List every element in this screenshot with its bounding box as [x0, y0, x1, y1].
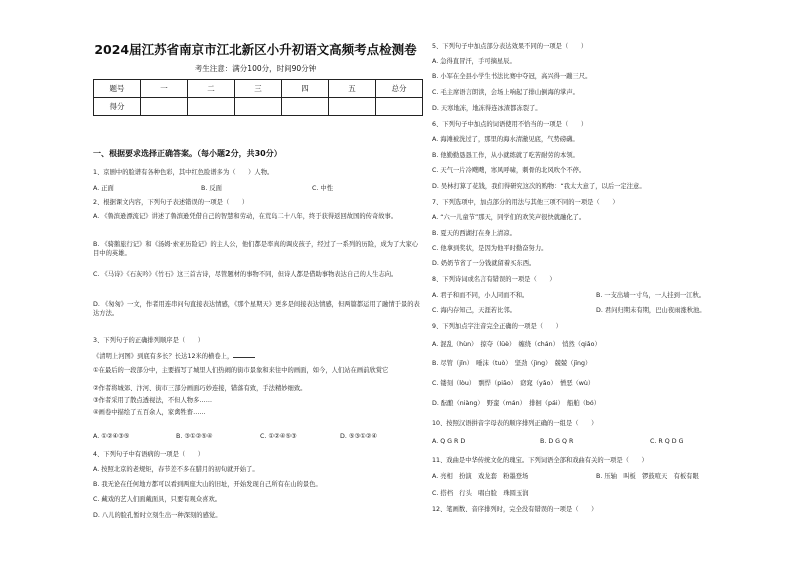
score-table-header-row — [94, 80, 423, 98]
score-input-cell[interactable] — [141, 98, 188, 116]
option-d: D. 天寒地冻，地冻得连冰渣都冻裂了。 — [432, 105, 542, 112]
answer-blank[interactable] — [233, 351, 255, 358]
option-b: B. ③①②⑤④ — [176, 433, 213, 440]
score-cell: 五 — [329, 80, 376, 98]
option-c: C. 毛主席语言朗读，会场上响起了排山倒海的掌声。 — [432, 89, 579, 96]
option-a: A. ①②④③⑤ — [93, 433, 130, 440]
option-a: A. 混乱（hùn） 掠夺（lüè） 缠绕（chán） 悄然（qiǎo） — [432, 341, 601, 348]
score-input-cell[interactable] — [282, 98, 329, 116]
question-1: 1、京剧中的脸谱有各种色彩，其中红色脸谱多为（ ）人物。 — [93, 169, 274, 176]
option-a: A. “六一儿童节”那天，同学们的欢笑声很快就融化了。 — [432, 214, 586, 221]
option-c: C. 搭档 行头 唱白脸 珠圆玉润 — [432, 490, 529, 497]
option-c: C. R Q D G — [650, 438, 684, 445]
option-d: D. 八儿的脸孔暂时立刻生出一种深刻的感觉。 — [93, 512, 222, 519]
option-b: B. 他勤勤恳恳工作，从小就练就了吃苦耐劳的本领。 — [432, 152, 579, 159]
option-c: C. 藏戏的艺人们面戴面具，只要有观众喜欢。 — [93, 496, 222, 503]
score-cell: 四 — [282, 80, 329, 98]
score-cell: 二 — [188, 80, 235, 98]
option-a: A. 急得直冒汗，手可摘星辰。 — [432, 58, 516, 65]
question-3: 3、下列句子的正确排列顺序是（ ） — [93, 337, 205, 344]
option-b: B. 我无论在任何地方都可以看到两座大山的旧址，开始发现自己所有在山的景色。 — [93, 481, 322, 488]
option-d: D. 君问归期未有期，巴山夜雨涨秋池。 — [596, 307, 706, 314]
section-heading: 一、根据要求选择正确答案。（每小题2分，共30分） — [93, 149, 282, 158]
question-11: 11、戏曲是中华传统文化的瑰宝。下列词语全部和戏曲有关的一项是（ ） — [432, 457, 648, 464]
option-a: A. 君子和而不同，小人同而不和。 — [432, 292, 529, 299]
question-5: 5、下列句子中加点部分表达效果不同的一项是（ ） — [432, 43, 588, 50]
option-c: C. 中性 — [312, 185, 333, 192]
option-a: A. 正面 — [93, 185, 114, 192]
score-input-cell[interactable] — [188, 98, 235, 116]
question-6: 6、下列句子中加点的词语使用不恰当的一项是（ ） — [432, 121, 588, 128]
question-8: 8、下列诗词或名言有错误的一项是（ ） — [432, 276, 556, 283]
question-12: 12、笔画数、音序排列时，完全没有错误的一项是（ ） — [432, 506, 598, 513]
option-b: B. 反面 — [201, 185, 222, 192]
option-d: D. 酝酿（niàng） 野蛮（mán） 排徊（pái） 船舶（bó） — [432, 400, 601, 407]
score-table-score-row — [94, 98, 423, 116]
question-3-stem: 《清明上河图》到底有多长？长达12米的横卷上， — [93, 351, 255, 361]
sentence-4: ④画卷中描绘了五百余人，家禽牲畜…… — [93, 409, 206, 416]
question-4: 4、下列句子中有语病的一项是（ ） — [93, 451, 205, 458]
option-b: B. D G Q R — [540, 438, 574, 445]
option-a: A. Q G R D — [432, 438, 466, 445]
question-9: 9、下列加点字注音完全正确的一项是（ ） — [432, 323, 562, 330]
option-c: C. 天气一片冷飕飕，寒风呼啸，刺骨的北风吹个不停。 — [432, 167, 586, 174]
score-input-cell[interactable] — [235, 98, 282, 116]
option-c: C. 海内存知己，天涯若比邻。 — [432, 307, 516, 314]
question-7: 7、下列选项中，加点部分的用法与其他三项不同的一项是（ ） — [432, 199, 619, 206]
option-c: C. 《马诗》《石灰吟》《竹石》这三首古诗，尽管题材的事物不同，但诗人都是借助事物表达自己的人生志向。 — [93, 271, 398, 278]
score-cell: 总分 — [376, 80, 423, 98]
option-a: A. 亮相 扮演 戏龙套 粉墨登场 — [432, 473, 529, 480]
sentence-3: ③作者采用了散点透视法，不但人物多…… — [93, 397, 212, 404]
score-table — [93, 79, 423, 116]
score-cell: 三 — [235, 80, 282, 98]
option-b: B. 一支出墙一寸鸟，一人挂到一江秋。 — [596, 292, 706, 299]
score-input-cell[interactable] — [376, 98, 423, 116]
score-cell: 题号 — [94, 80, 141, 98]
option-b: B. 压轴 叫板 锣鼓喧天 有板有眼 — [596, 473, 699, 480]
page-title: 2024届江苏省南京市江北新区小升初语文高频考点检测卷 — [94, 42, 417, 57]
sentence-2: ②作者将城郊、汴河、街市三部分画面巧妙连接，错落有致，手法精妙细致。 — [93, 385, 307, 392]
question-10: 10、按照汉语拼音字母表的顺序排列正确的一组是（ ） — [432, 420, 598, 427]
option-d: D. 奶奶节省了一分钱就留着买东西。 — [432, 260, 536, 267]
option-b: B. 尽管（jǐn） 唾沫（tuò） 坚劲（jìng） 兢兢（jīng） — [432, 360, 592, 367]
sentence-1: ①在最后的一段部分中，主要描写了城里人们热闹的街市景象和来往中的画面，如今，人们站在画前欣赏它 — [93, 367, 389, 374]
option-b: B. 夏天的西湖打在身上清凉。 — [432, 230, 516, 237]
exam-notice: 考生注意：满分100分，时间90分钟 — [194, 64, 317, 73]
option-d: D. 《匆匆》一文，作者用连串问句直接表达情感，《那个星期天》更多是间接表达情感，但两篇都运用了融情于景的表达方法。 — [93, 301, 420, 317]
option-b: B. 小军在全县小学生书法比赛中夺冠，高兴得一蹦三尺。 — [432, 73, 592, 80]
score-input-cell[interactable] — [329, 98, 376, 116]
option-b: B. 《骑鹅旅行记》和《汤姆·索亚历险记》的主人公，他们都是率真的调皮孩子，经过了一系列的历险，成为了大家心目中的英雄。 — [93, 241, 419, 257]
option-d: D. ⑤③①②④ — [340, 433, 378, 440]
option-d: D. 吴林打算了花钱，我们得研究这次的购物：“我太大意了，以后一定注意。 — [432, 183, 646, 190]
option-a: A. 按照北京的老规矩，春节差不多在腊月的初旬就开始了。 — [93, 466, 259, 473]
option-a: A. 《鲁滨逊漂流记》讲述了鲁滨逊凭借自己的智慧和劳动，在荒岛二十八年，终于获得返回故国的传奇故事。 — [93, 213, 398, 220]
score-cell: 一 — [141, 80, 188, 98]
option-c: C. ①②④⑤③ — [260, 433, 297, 440]
option-c: C. 镂刻（lòu） 剽悍（piāo） 窈窕（yǎo） 憎恶（wù） — [432, 380, 595, 387]
option-a: A. 海滩被洗过了，那里的海水清澈见底，气势磅礴。 — [432, 136, 579, 143]
question-2: 2、根据课文内容，下列句子表述错误的一项是（ ） — [93, 199, 249, 206]
score-cell: 得分 — [94, 98, 141, 116]
option-c: C. 他拿到奖状，是因为他平时勤奋努力。 — [432, 245, 548, 252]
